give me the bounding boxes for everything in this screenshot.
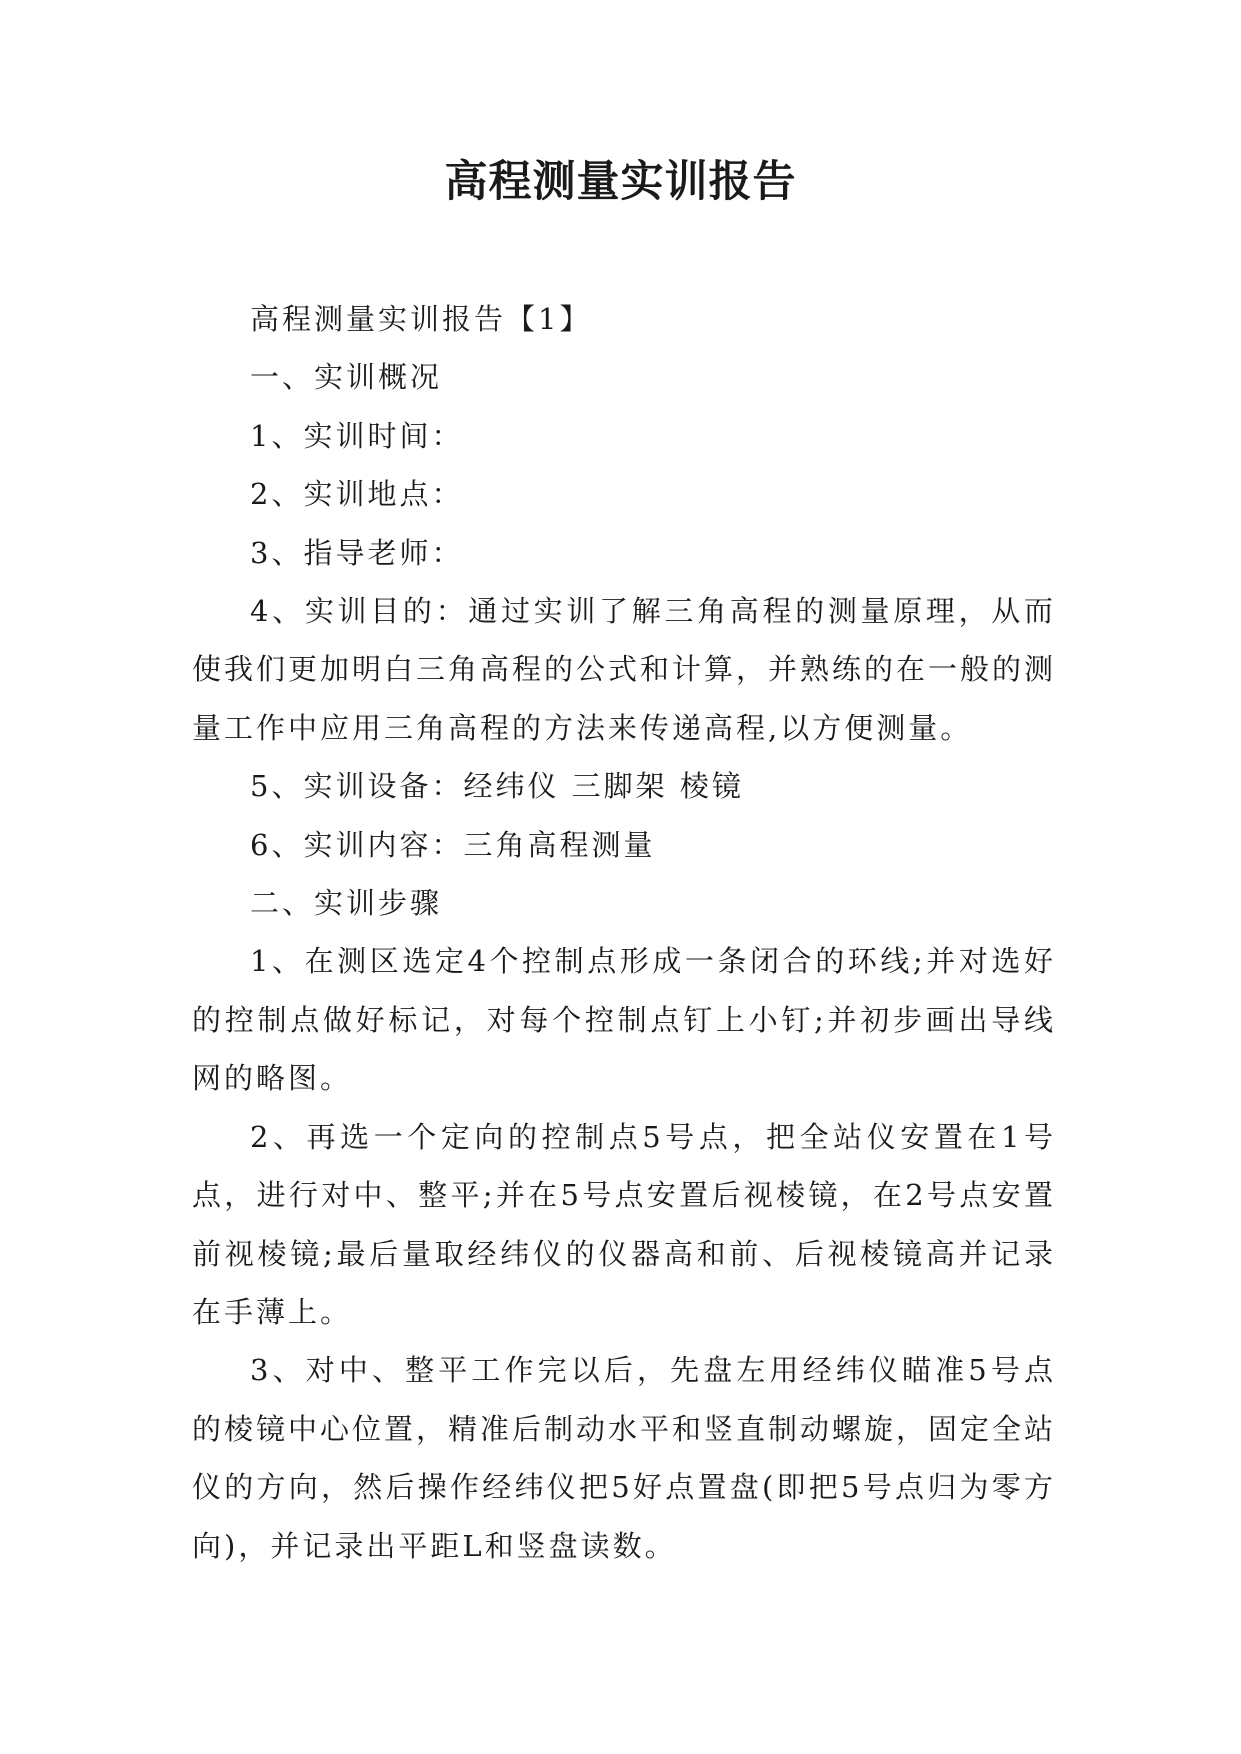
paragraph-time: 1、实训时间： [250, 418, 464, 453]
paragraph-location: 2、实训地点： [250, 477, 464, 512]
paragraph-subtitle: 高程测量实训报告【1】 [250, 302, 592, 336]
paragraph-purpose: 4、实训目的：通过实训了解三角高程的测量原理，从而使我们更加明白三角高程的公式和计算，并熟练的在一般的测量工作中应用三角高程的方法来传递高程,以方便测量。 [192, 594, 1057, 745]
paragraph-step-3: 3、对中、整平工作完以后，先盘左用经纬仪瞄准5号点的棱镜中心位置，精准后制动水平和竖直制动螺旋，固定全站仪的方向，然后操作经纬仪把5好点置盘(即把5号点归为零方向)，并记录出平距L和竖盘读数。 [192, 1353, 1057, 1563]
paragraph-step-1: 1、在测区选定4个控制点形成一条闭合的环线;并对选好的控制点做好标记，对每个控制点钉上小钉;并初步画出导线网的略图。 [192, 944, 1056, 1096]
paragraph-content: 6、实训内容：三角高程测量 [250, 827, 656, 862]
paragraph-step-2: 2、再选一个定向的控制点5号点，把全站仪安置在1号点，进行对中、整平;并在5号点安置后视棱镜，在2号点安置前视棱镜;最后量取经纬仪的仪器高和前、后视棱镜高并记录在手薄上。 [192, 1119, 1056, 1329]
document-body [192, 290, 1056, 1575]
paragraph-instructor: 3、指导老师： [250, 535, 464, 570]
paragraph-section-overview: 一、实训概况 [250, 360, 443, 395]
document-title: 高程测量实训报告 [444, 157, 797, 207]
paragraph-equipment: 5、实训设备：经纬仪 三脚架 棱镜 [250, 769, 744, 804]
paragraph-section-steps: 二、实训步骤 [250, 886, 443, 921]
